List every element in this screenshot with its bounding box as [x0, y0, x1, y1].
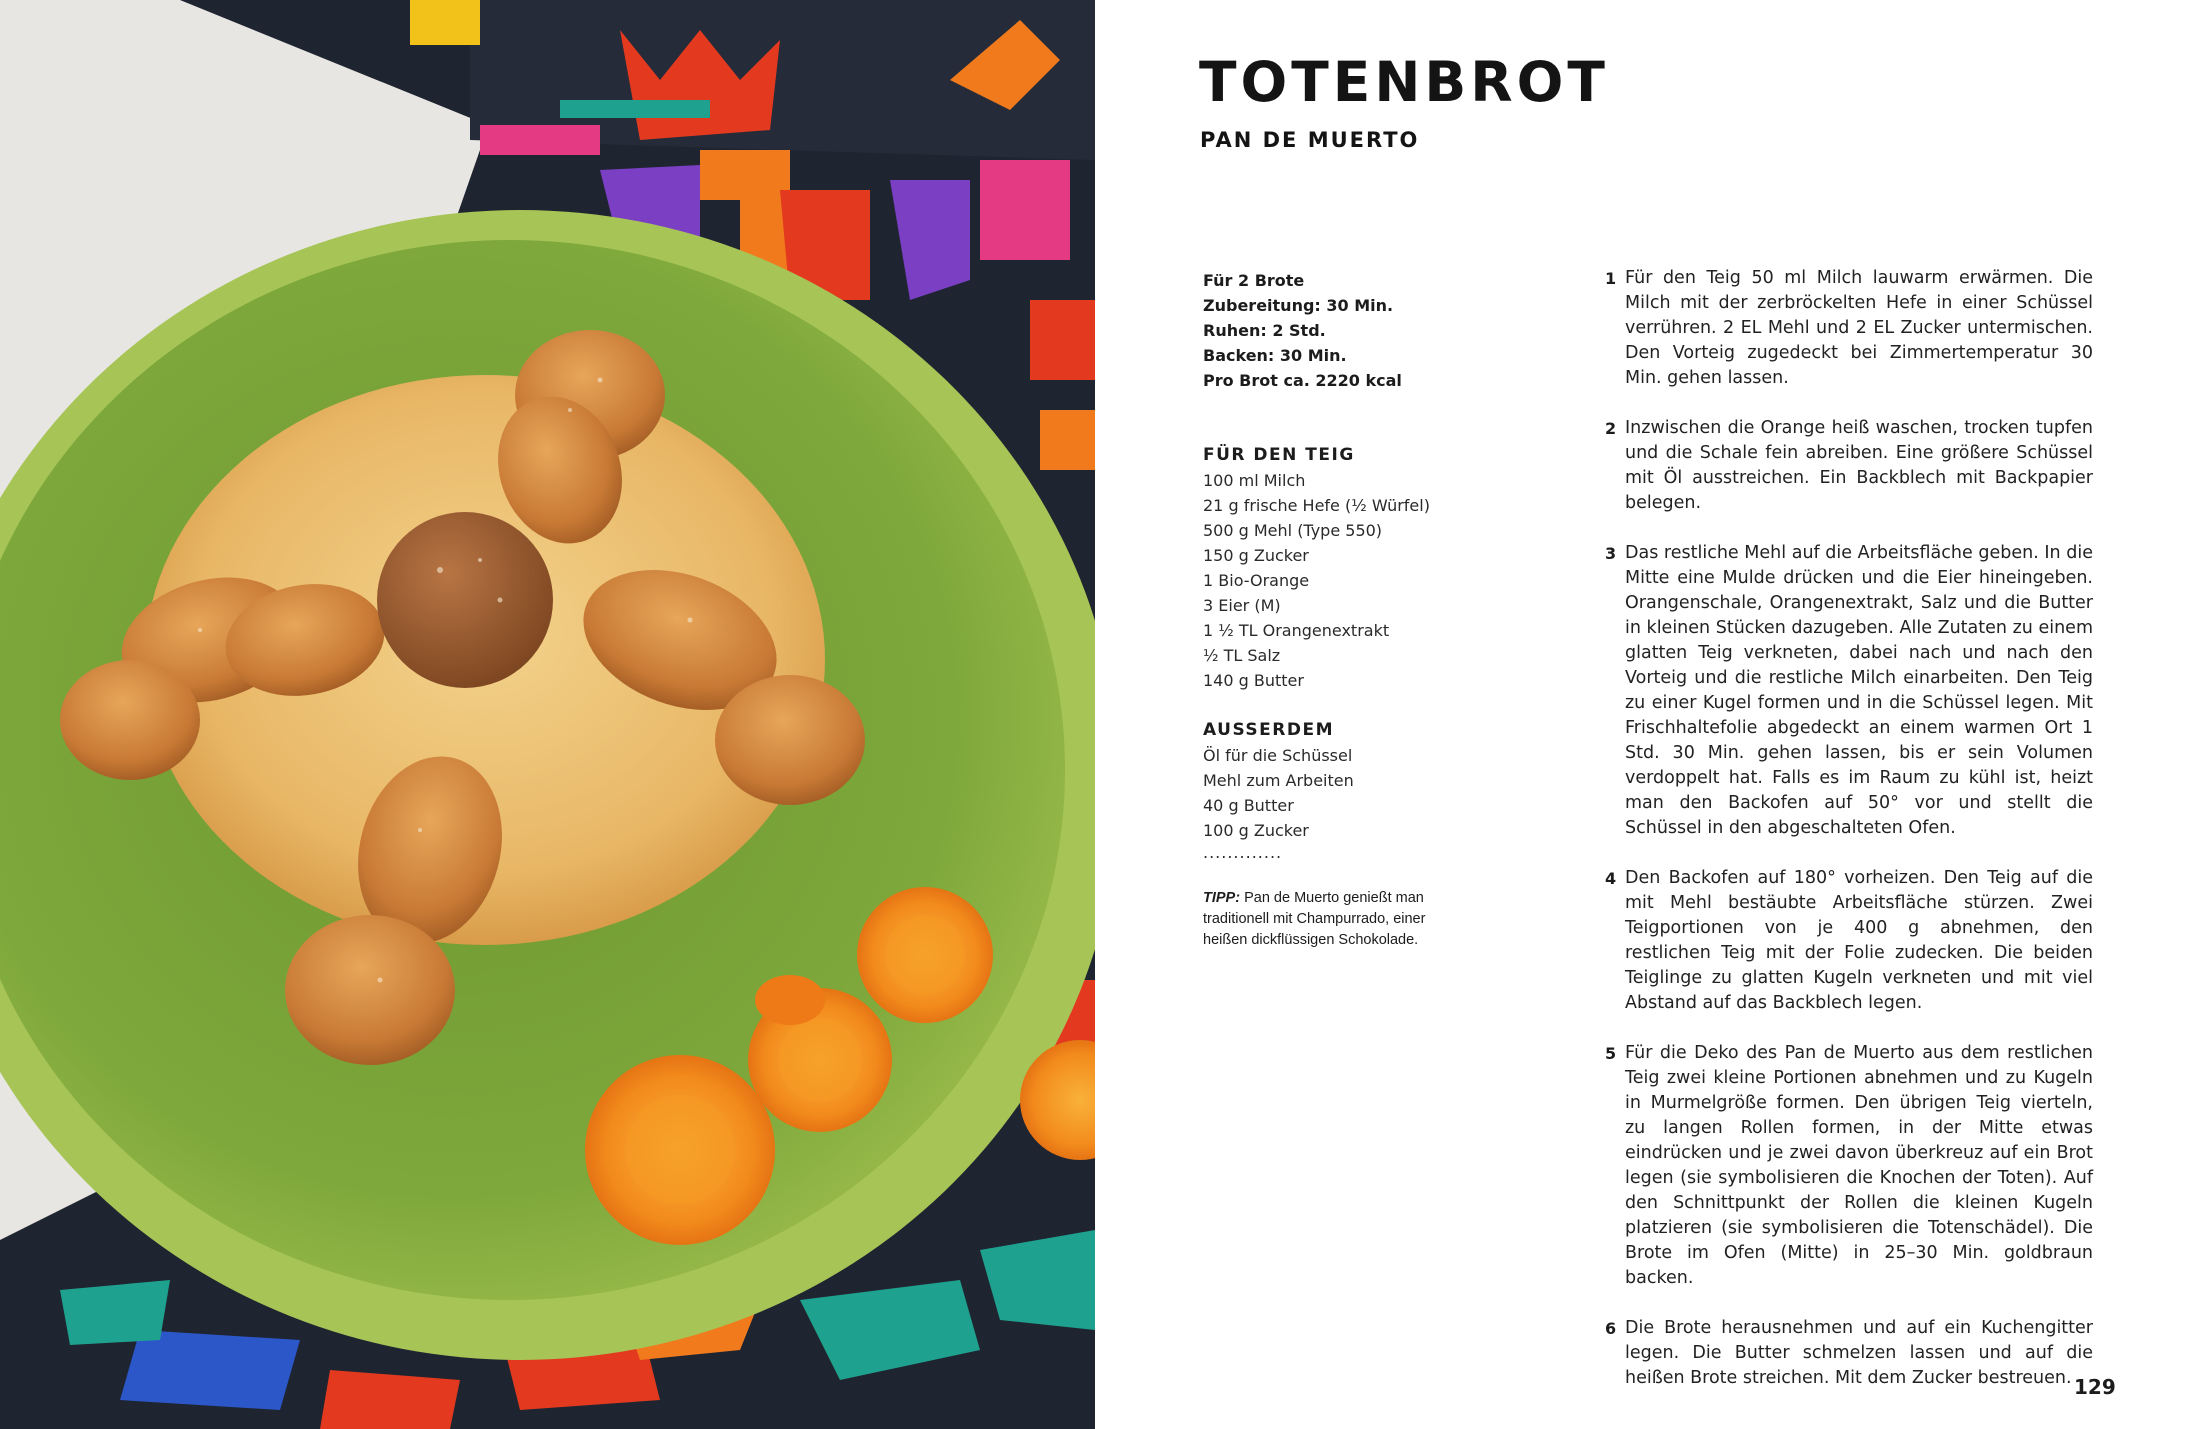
instruction-steps	[1605, 266, 2093, 1416]
ingredient: ½ TL Salz	[1203, 646, 1281, 665]
ingredient: 100 g Zucker	[1203, 821, 1309, 840]
ingredient: 40 g Butter	[1203, 796, 1294, 815]
ingredient: 3 Eier (M)	[1203, 596, 1281, 615]
extra-ingredients	[1203, 718, 1533, 843]
ingredient: 150 g Zucker	[1203, 546, 1309, 565]
calories: Pro Brot ca. 2220 kcal	[1203, 371, 1402, 390]
step-number: 5	[1605, 1044, 1617, 1063]
step-number: 4	[1605, 869, 1617, 888]
tip-label: TIPP:	[1203, 890, 1241, 906]
step-number: 6	[1605, 1319, 1617, 1338]
step	[1605, 541, 2093, 841]
step	[1605, 1041, 2093, 1291]
step	[1605, 266, 2093, 391]
ingredient: Mehl zum Arbeiten	[1203, 771, 1354, 790]
ingredient: 1 ½ TL Orangenextrakt	[1203, 621, 1390, 640]
step-number: 1	[1605, 269, 1617, 288]
prep-time: Zubereitung: 30 Min.	[1203, 296, 1394, 315]
tip-box	[1203, 888, 1443, 951]
step	[1605, 1316, 2093, 1391]
recipe-title: TOTENBROT	[1199, 50, 1609, 114]
ingredient: 1 Bio-Orange	[1203, 571, 1310, 590]
section-heading: FÜR DEN TEIG	[1203, 445, 1355, 465]
ingredient: 140 g Butter	[1203, 671, 1304, 690]
ingredient: 21 g frische Hefe (½ Würfel)	[1203, 496, 1430, 515]
ingredient: 100 ml Milch	[1203, 471, 1306, 490]
divider: .............	[1203, 843, 1283, 862]
step-number: 3	[1605, 544, 1617, 563]
section-heading: AUSSERDEM	[1203, 720, 1335, 740]
step-text: Den Backofen auf 180° vorheizen. Den Teig auf die mit Mehl bestäubte Arbeitsfläche stürzen. Zwei Teigportionen von je 400 g abnehmen, den restlichen Teig mit der Folie zudecken. Die beiden Teiglinge zu glatten Kugeln verkneten und mit viel Abstand auf das Backblech legen.	[1625, 868, 2093, 1013]
recipe-subtitle: PAN DE MUERTO	[1200, 128, 1420, 152]
step-text: Für die Deko des Pan de Muerto aus dem restlichen Teig zwei kleine Portionen abnehmen und zu Kugeln in Murmelgröße formen. Den übrigen Teig vierteln, zu langen Rollen formen, in der Mitte etwas eindrücken und je zwei davon überkreuz auf ein Brot legen (sie symbolisieren die Knochen der Toten). Auf den Schnittpunkt der Rollen die kleinen Kugeln platzieren (sie symbolisieren die Totenschädel). Die Brote im Ofen (Mitte) in 25–30 Min. goldbraun backen.	[1625, 1043, 2093, 1288]
step-number: 2	[1605, 419, 1617, 438]
ingredient: Öl für die Schüssel	[1203, 746, 1353, 765]
dough-ingredients	[1203, 443, 1533, 693]
recipe-meta	[1203, 268, 1533, 393]
step-text: Für den Teig 50 ml Milch lauwarm erwärmen. Die Milch mit der zerbröckelten Hefe in einer Schüssel verrühren. 2 EL Mehl und 2 EL Zucker untermischen. Den Vorteig zugedeckt bei Zimmertemperatur 30 Min. gehen lassen.	[1625, 268, 2093, 388]
bake-time: Backen: 30 Min.	[1203, 346, 1347, 365]
servings: Für 2 Brote	[1203, 271, 1305, 290]
page-number: 129	[2074, 1375, 2116, 1399]
tip-text: Pan de Muerto genießt man traditionell mit Champurrado, einer heißen dickflüssigen Schokolade.	[1203, 890, 1426, 948]
step-text: Inzwischen die Orange heiß waschen, trocken tupfen und die Schale fein abreiben. Eine größere Schüssel mit Öl ausstreichen. Ein Backblech mit Backpapier belegen.	[1625, 418, 2093, 513]
step	[1605, 416, 2093, 516]
step-text: Das restliche Mehl auf die Arbeitsfläche geben. In die Mitte eine Mulde drücken und die Eier hineingeben. Orangenschale, Orangenextrakt, Salz und die Butter in kleinen Stücken dazugeben. Alle Zutaten zu einem glatten Teig verkneten, dabei nach und nach den Vorteig und die restliche Milch einarbeiten. Den Teig zu einer Kugel formen und in die Schüssel legen. Mit Frischhaltefolie abgedeckt an einem warmen Ort 1 Std. 30 Min. gehen lassen, bis er sein Volumen verdoppelt hat. Falls es im Raum zu kühl ist, heizt man den Backofen auf 50° vor und stellt die Schüssel in den abgeschalteten Ofen.	[1625, 543, 2093, 838]
ingredient: 500 g Mehl (Type 550)	[1203, 521, 1383, 540]
step	[1605, 866, 2093, 1016]
step-text: Die Brote herausnehmen und auf ein Kuchengitter legen. Die Butter schmelzen lassen und auf die heißen Brote streichen. Mit dem Zucker bestreuen.	[1625, 1318, 2093, 1388]
rest-time: Ruhen: 2 Std.	[1203, 321, 1326, 340]
